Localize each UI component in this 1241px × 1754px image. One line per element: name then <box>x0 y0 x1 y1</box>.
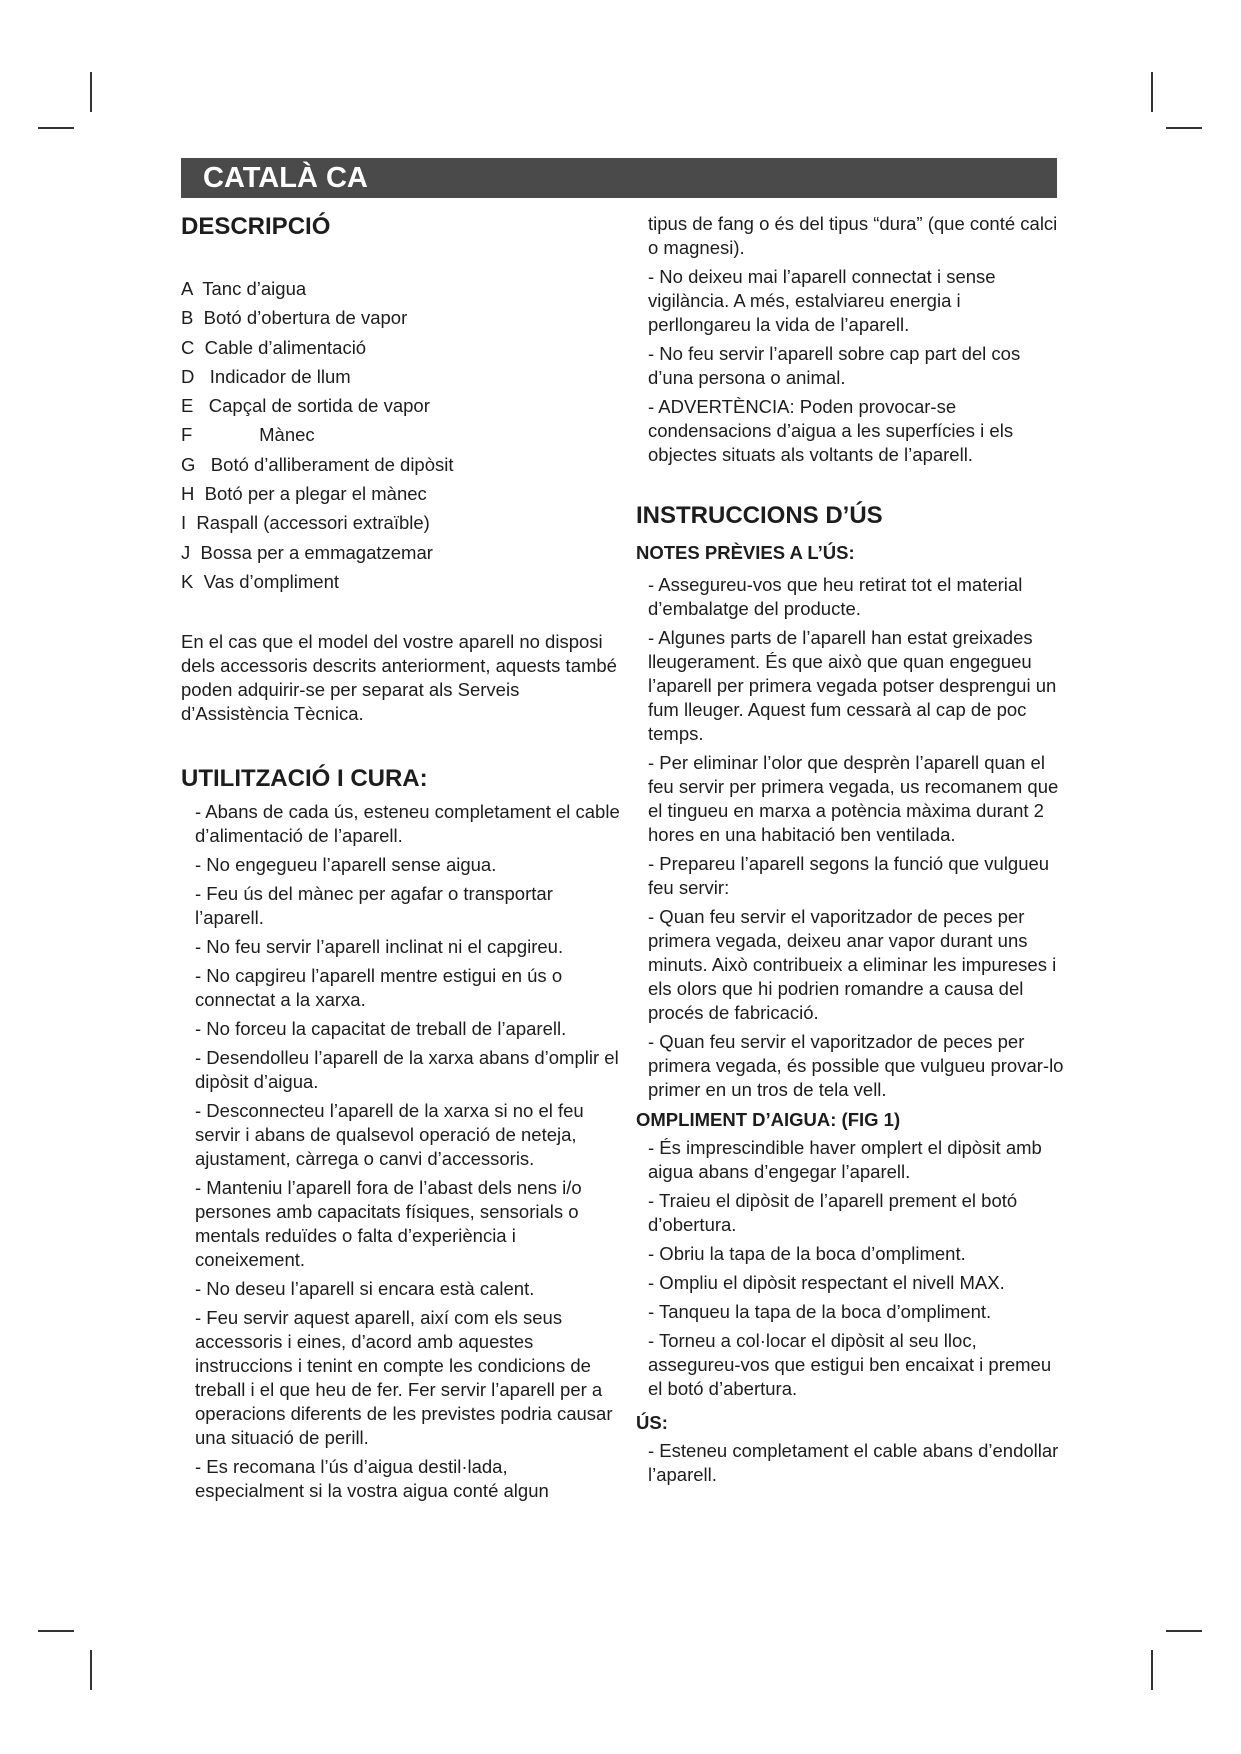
list-item: - Quan feu servir el vaporitzador de peces per primera vegada, és possible que vulgueu provar-lo primer en un tros de tela vell. <box>648 1031 1064 1100</box>
use-care-heading: UTILITZACIÓ I CURA: <box>181 765 428 793</box>
list-item: - Per eliminar l’olor que desprèn l’aparell quan el feu servir per primera vegada, us recomanem que el tingueu en marxa a potència màxima durant 2 hores en una habitació ben ventilada. <box>648 752 1059 845</box>
use-list <box>636 1439 1068 1487</box>
right-column <box>636 212 1068 1492</box>
parts-list-item: B Botó d’obertura de vapor <box>181 307 408 329</box>
parts-list-item: C Cable d’alimentació <box>181 336 367 358</box>
list-item: - No engegueu l’aparell sense aigua. <box>195 854 497 876</box>
list-item: - No forceu la capacitat de treball de l’aparell. <box>195 1018 567 1040</box>
use-heading: ÚS: <box>636 1412 668 1433</box>
parts-list-item: J Bossa per a emmagatzemar <box>181 541 433 563</box>
instructions-heading: INSTRUCCIONS D’ÚS <box>636 502 883 529</box>
list-item: - Es recomana l’ús d’aigua destil·lada, especialment si la vostra aigua conté algun <box>195 1456 549 1502</box>
crop-mark <box>1166 127 1202 129</box>
language-header <box>181 158 1057 198</box>
list-item: - Torneu a col·locar el dipòsit al seu lloc, assegureu-vos que estigui ben encaixat i premeu el botó d’abertura. <box>648 1330 1052 1399</box>
notes-heading: NOTES PRÈVIES A L’ÚS: <box>636 542 855 563</box>
list-item: - Feu servir aquest aparell, així com els seus accessoris i eines, d’acord amb aquestes instruccions i tenint en compte les condicions de treball i el que heu de fer. Fer servir l’aparell per a operacions diferents de les previstes podria causar una situació de perill. <box>195 1307 613 1449</box>
parts-list-item: E Capçal de sortida de vapor <box>181 395 430 417</box>
parts-list <box>181 274 621 596</box>
list-item: - Assegureu-vos que heu retirat tot el material d’embalatge del producte. <box>648 574 1023 619</box>
parts-list-item: D Indicador de llum <box>181 365 351 387</box>
crop-mark <box>38 127 74 129</box>
fill-list <box>636 1136 1068 1401</box>
crop-mark <box>90 72 92 112</box>
list-item: - Desconnecteu l’aparell de la xarxa si no el feu servir i abans de qualsevol operació de neteja, ajustament, càrrega o canvi d’accessoris. <box>195 1100 584 1170</box>
list-item: - Manteniu l’aparell fora de l’abast dels nens i/o persones amb capacitats físiques, sensorials o mentals reduïdes o falta d’experiència i coneixement. <box>195 1177 582 1271</box>
list-item: - Desendolleu l’aparell de la xarxa abans d’omplir el dipòsit d’aigua. <box>195 1047 619 1093</box>
list-item: - Traieu el dipòsit de l’aparell prement el botó d’obertura. <box>648 1190 1018 1235</box>
list-item: - És imprescindible haver omplert el dipòsit amb aigua abans d’engegar l’aparell. <box>648 1137 1042 1182</box>
list-item: tipus de fang o és del tipus “dura” (que conté calci o magnesi). <box>648 213 1058 258</box>
crop-mark <box>1151 72 1153 112</box>
continued-list <box>636 212 1068 467</box>
list-item: - Ompliu el dipòsit respectant el nivell MAX. <box>648 1272 1005 1293</box>
list-item: - Algunes parts de l’aparell han estat greixades lleugerament. És que això que quan engegueu l’aparell per primera vegada potser desprengui un fum lleuger. Aquest fum cessarà al cap de poc temps. <box>648 627 1057 744</box>
crop-mark <box>1166 1630 1202 1632</box>
accessories-paragraph: En el cas que el model del vostre aparell no disposi dels accessoris descrits anteriorment, aquests també poden adquirir-se per separat als Serveis d’Assistència Tècnica. <box>181 631 617 725</box>
list-item: - Quan feu servir el vaporitzador de peces per primera vegada, deixeu anar vapor durant uns minuts. Això contribueix a eliminar les impureses i els olors que hi podrien romandre a causa del procés de fabricació. <box>648 906 1057 1023</box>
list-item: - No capgireu l’aparell mentre estigui en ús o connectat a la xarxa. <box>195 965 563 1011</box>
list-item: - No deseu l’aparell si encara està calent. <box>195 1278 535 1300</box>
parts-list-item: K Vas d’ompliment <box>181 570 339 592</box>
parts-list-item: G Botó d’alliberament de dipòsit <box>181 453 454 475</box>
list-item: - No deixeu mai l’aparell connectat i sense vigilància. A més, estalviareu energia i perllongareu la vida de l’aparell. <box>648 266 996 335</box>
crop-mark <box>38 1630 74 1632</box>
list-item: - Prepareu l’aparell segons la funció que vulgueu feu servir: <box>648 853 1050 898</box>
language-title: CATALÀ CA <box>203 162 368 194</box>
list-item: - Feu ús del mànec per agafar o transportar l’aparell. <box>195 883 553 929</box>
fill-heading: OMPLIMENT D’AIGUA: (FIG 1) <box>636 1109 901 1130</box>
crop-mark <box>90 1650 92 1690</box>
list-item: - Abans de cada ús, esteneu completament el cable d’alimentació de l’aparell. <box>195 801 620 847</box>
parts-list-item: F Mànec <box>181 424 315 446</box>
notes-list <box>636 573 1068 1102</box>
left-column <box>181 212 621 1508</box>
list-item: - No feu servir l’aparell sobre cap part del cos d’una persona o animal. <box>648 343 1021 388</box>
list-item: - ADVERTÈNCIA: Poden provocar-se condensacions d’aigua a les superfícies i els objectes situats als voltants de l’aparell. <box>648 396 1014 465</box>
list-item: - Obriu la tapa de la boca d’ompliment. <box>648 1243 966 1264</box>
parts-list-item: I Raspall (accessori extraïble) <box>181 512 430 534</box>
description-heading: DESCRIPCIÓ <box>181 213 331 240</box>
list-item: - No feu servir l’aparell inclinat ni el capgireu. <box>195 936 564 958</box>
parts-list-item: H Botó per a plegar el mànec <box>181 483 427 505</box>
parts-list-item: A Tanc d’aigua <box>181 278 307 299</box>
use-care-list <box>181 800 621 1503</box>
list-item: - Tanqueu la tapa de la boca d’ompliment. <box>648 1301 992 1322</box>
list-item: - Esteneu completament el cable abans d’endollar l’aparell. <box>648 1440 1059 1485</box>
crop-mark <box>1151 1650 1153 1690</box>
